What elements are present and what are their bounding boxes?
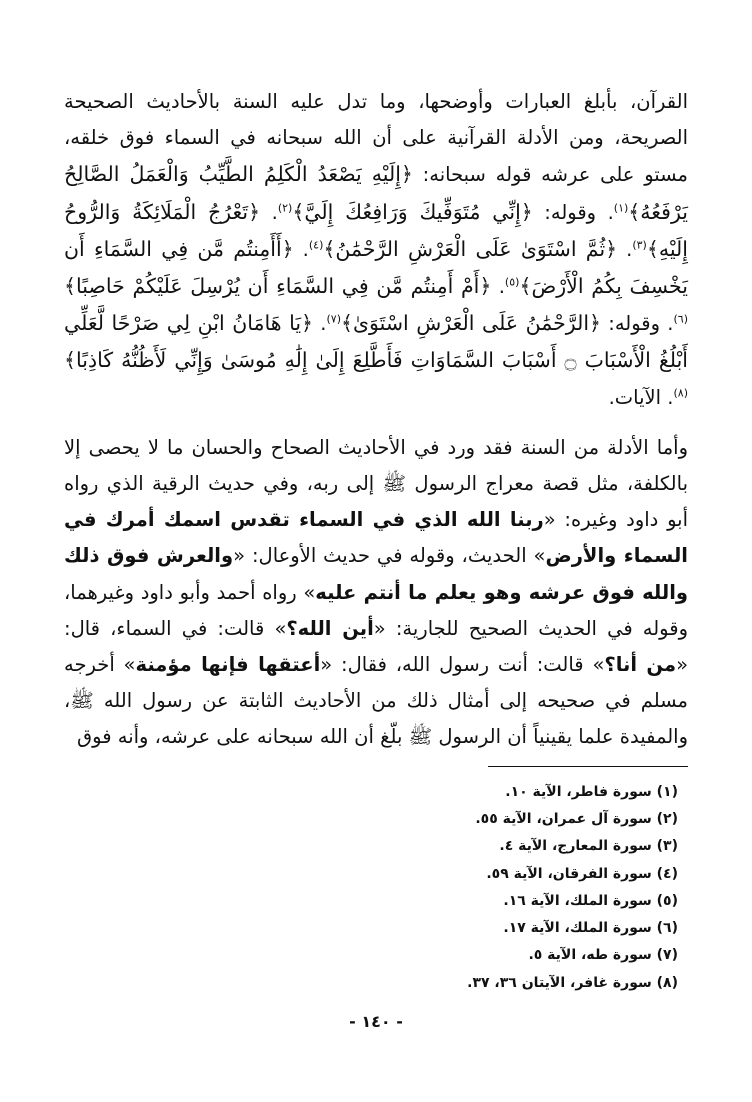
footnote-item: (٧) سورة طه، الآية ٥.: [528, 947, 678, 964]
paragraph-sunnah-evidence: [64, 430, 688, 756]
text-segment: .: [491, 275, 505, 299]
footnote-ref: (٨): [673, 386, 688, 400]
paragraph-quran-evidence: [64, 84, 688, 416]
footnote-ref: (١): [613, 201, 629, 215]
text-segment: .: [313, 312, 327, 336]
quran-verse-al-imran: ﴿إِنِّي مُتَوَفِّيكَ وَرَافِعُكَ إِلَيَّ﴾: [292, 199, 533, 224]
quran-verse-fatir: ﴿إِلَيْهِ يَصْعَدُ الْكَلِمُ الطَّيِّبُ وَالْعَمَلُ الصَّالِحُ يَرْفَعُهُ﴾: [64, 162, 688, 224]
text-segment: » رواه أحمد وأبو داود وغيرهما، وقوله في الحديث الصحيح للجارية: «: [64, 580, 688, 640]
text-segment: .: [260, 200, 278, 224]
hadith-awal-quote: والعرش فوق ذلك والله فوق عرشه وهو يعلم ما أنتم عليه: [64, 544, 688, 604]
footnote-divider: [488, 766, 688, 767]
footnote-item: (١) سورة فاطر، الآية ١٠.: [505, 783, 678, 800]
footnote-item: (٦) سورة الملك، الآية ١٧.: [503, 920, 678, 937]
quran-verse-taha: ﴿الرَّحْمَٰنُ عَلَى الْعَرْشِ اسْتَوَىٰ﴾: [341, 311, 602, 336]
text-segment: » الحديث، وقوله في حديث الأوعال: «: [233, 544, 546, 568]
text-segment: » أخرجه مسلم في صحيحه إلى أمثال ذلك من الأحاديث الثابتة عن رسول الله ﷺ، والمفيدة علما يقينياً أن الرسول ﷺ بلّغ أن الله سبحانه على عرشه، وأنه فوق: [64, 653, 688, 749]
hadith-ruqya-quote: ربنا الله الذي في السماء تقدس اسمك أمرك في السماء والأرض: [64, 508, 688, 568]
text-segment: وأما الأدلة من السنة فقد ورد في الأحاديث الصحاح والحسان ما لا يحصى إلا بالكلفة، مثل قصة معراج الرسول ﷺ إلى ربه، وفي حديث الرقية الذي رواه أبو داود وغيره: «: [64, 435, 688, 532]
text-segment: .: [293, 237, 309, 261]
quran-verse-ghafir: ﴿يَا هَامَانُ ابْنِ لِي صَرْحًا لَّعَلِّي أَبْلُغُ الْأَسْبَابَ ۝ أَسْبَابَ السَّمَاوَاتِ فَأَطَّلِعَ إِلَىٰ إِلَٰهِ مُوسَىٰ وَإِنِّي لَأَظُنُّهُ كَاذِبًا﴾: [64, 311, 688, 373]
quran-verse-mulk-16: ﴿أَأَمِنتُم مَّن فِي السَّمَاءِ أَن يَخْسِفَ بِكُمُ الْأَرْضَ﴾: [64, 236, 688, 299]
footnote-ref: (٢): [277, 201, 293, 215]
footnote-ref: (٧): [326, 312, 341, 326]
footnote-item: (٤) سورة الفرقان، الآية ٥٩.: [486, 865, 678, 882]
text-segment: القرآن، بأبلغ العبارات وأوضحها، وما تدل عليه السنة بالأحاديث الصحيحة الصريحة، ومن الأدلة القرآنية على أن الله سبحانه في السماء فوق خلقه، مستو على عرشه قوله سبحانه:: [64, 90, 688, 187]
quran-verse-furqan: ﴿ثُمَّ اسْتَوَىٰ عَلَى الْعَرْشِ الرَّحْمَٰنُ﴾: [323, 236, 618, 261]
footnote-ref: (٦): [673, 312, 688, 326]
hadith-jariya-question-quote: أين الله؟: [286, 616, 374, 640]
hadith-jariya-ruling-quote: أعتقها فإنها مؤمنة: [135, 653, 321, 677]
hadith-jariya-second-question-quote: من أنا؟: [604, 653, 677, 677]
footnote-item: (٥) سورة الملك، الآية ١٦.: [503, 892, 678, 909]
footnote-item: (٣) سورة المعارج، الآية ٤.: [499, 838, 678, 855]
quran-verse-maarij: ﴿تَعْرُجُ الْمَلَائِكَةُ وَالرُّوحُ إِلَيْهِ﴾: [64, 199, 688, 261]
page-body: [64, 84, 688, 997]
footnotes-list: [64, 779, 688, 997]
text-segment: » قالت: في السماء، قال: «: [64, 616, 688, 677]
text-segment: . الآيات.: [608, 385, 674, 409]
page-number: - ١٤٠ -: [349, 1012, 403, 1031]
text-segment: .: [617, 237, 633, 261]
footnote-ref: (٥): [504, 275, 520, 289]
text-segment: . وقوله:: [532, 200, 614, 224]
footnote-ref: (٣): [632, 238, 647, 252]
text-segment: . وقوله:: [601, 312, 674, 336]
footnote-item: (٢) سورة آل عمران، الآية ٥٥.: [475, 810, 678, 827]
footnote-ref: (٤): [308, 238, 324, 252]
quran-verse-mulk-17: ﴿أَمْ أَمِنتُم مَّن فِي السَّمَاءِ أَن يُرْسِلَ عَلَيْكُمْ حَاصِبًا﴾: [64, 274, 492, 299]
text-segment: » قالت: أنت رسول الله، فقال: «: [320, 653, 605, 677]
footnote-item: (٨) سورة غافر، الآيتان ٣٦، ٣٧.: [467, 974, 678, 991]
